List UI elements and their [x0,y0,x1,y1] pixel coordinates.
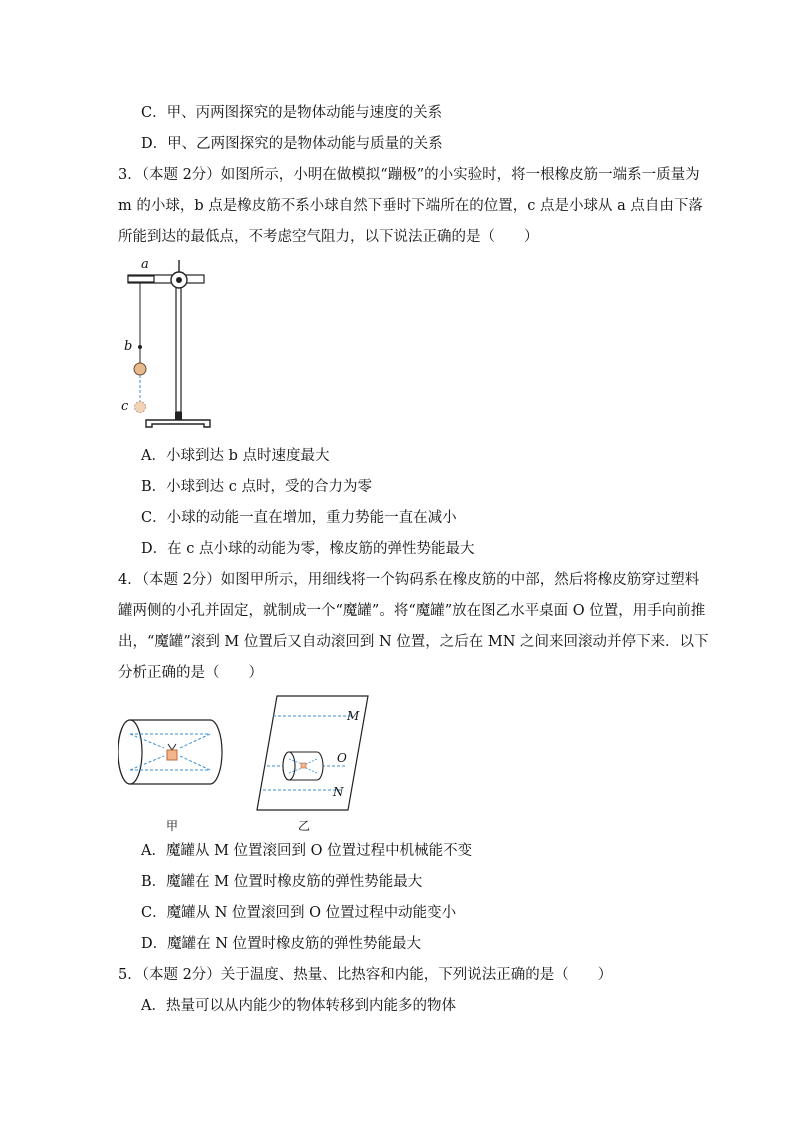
q2-option-c: C．甲、丙两图探究的是物体动能与速度的关系 [141,105,443,121]
q4-stem-line2: 罐两侧的小孔并固定，就制成一个“魔罐”。将“魔罐”放在图乙水平桌面 O 位置，用手向前推 [118,603,706,619]
q3-option-b: B．小球到达 c 点时，受的合力为零 [141,479,372,495]
figure-jia-caption: 甲 [166,819,179,833]
q4-option-b: B．魔罐在 M 位置时橡皮筋的弹性势能最大 [141,874,423,890]
position-n-label: N [333,785,344,799]
figure-yi-caption: 乙 [298,819,311,833]
position-m-label: M [347,709,360,723]
q2-option-d: D．甲、乙两图探究的是物体动能与质量的关系 [141,136,443,152]
q3-option-d: D．在 c 点小球的动能为零，橡皮筋的弹性势能最大 [141,541,475,557]
q3-option-c: C．小球的动能一直在增加，重力势能一直在减小 [141,510,457,526]
position-o-label: O [337,751,347,765]
q4-stem-line1: 4．（本题 2分）如图甲所示，用细线将一个钩码系在橡皮筋的中部，然后将橡皮筋穿过塑料 [118,572,700,588]
point-c-label: c [121,399,129,414]
q4-option-d: D．魔罐在 N 位置时橡皮筋的弹性势能最大 [141,936,422,952]
point-b-label: b [124,339,133,354]
point-a-label: a [141,257,149,272]
q4-option-c: C．魔罐从 N 位置滚回到 O 位置过程中动能变小 [141,905,457,921]
magic-can-figure-jia [118,712,228,792]
bungee-apparatus-figure [118,255,218,435]
q5-option-a: A．热量可以从内能少的物体转移到内能多的物体 [141,998,456,1014]
q3-stem-line3: 所能到达的最低点，不考虑空气阻力，以下说法正确的是（ ） [118,229,539,245]
q4-stem-line4: 分析正确的是（ ） [118,665,263,681]
q3-option-a: A．小球到达 b 点时速度最大 [141,448,330,464]
q5-stem-line1: 5．（本题 2分）关于温度、热量、比热容和内能，下列说法正确的是（ ） [118,967,613,983]
q3-stem-line1: 3．（本题 2分）如图所示，小明在做模拟“蹦极”的小实验时，将一根橡皮筋一端系一质量为 [118,167,700,183]
q4-option-a: A．魔罐从 M 位置滚回到 O 位置过程中机械能不变 [141,843,473,859]
q3-stem-line2: m 的小球，b 点是橡皮筋不系小球自然下垂时下端所在的位置，c 点是小球从 a 点自由下落 [118,198,703,214]
q4-stem-line3: 出，“魔罐”滚到 M 位置后又自动滚回到 N 位置，之后在 MN 之间来回滚动并停下来．以下 [118,634,709,650]
